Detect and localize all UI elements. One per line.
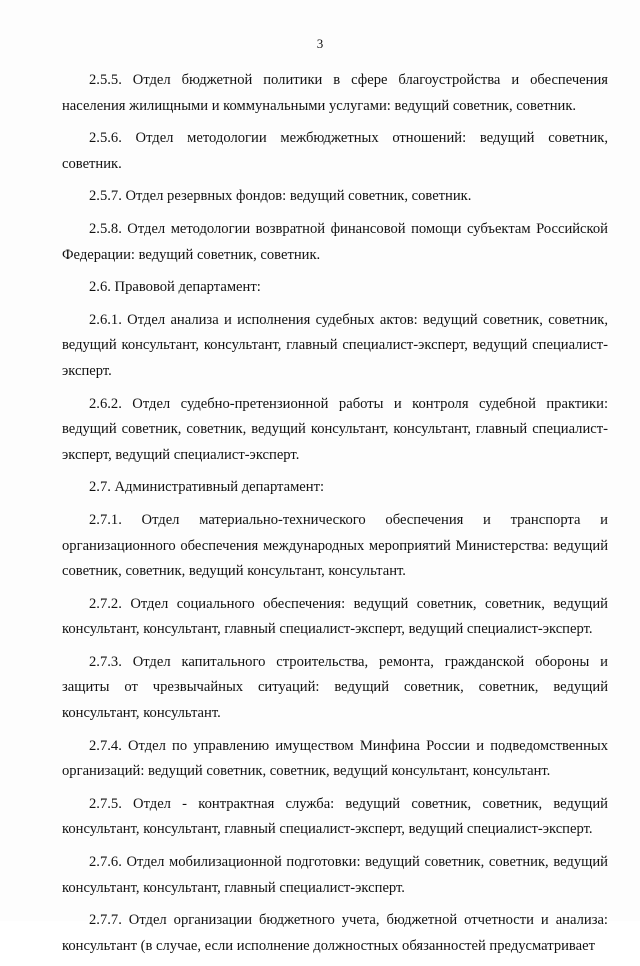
paragraph-2-5-6: 2.5.6. Отдел методологии межбюджетных отношений: ведущий советник, советник. <box>62 130 608 172</box>
paragraph-2-5-5: 2.5.5. Отдел бюджетной политики в сфере благоустройства и обеспечения населения жилищными и коммунальными услугами: ведущий советник, советник. <box>62 72 608 114</box>
document-body <box>62 68 608 966</box>
paragraph-2-7-2: 2.7.2. Отдел социального обеспечения: ведущий советник, советник, ведущий консультант, консультант, главный специалист-эксперт, ведущий специалист-эксперт. <box>62 595 608 638</box>
paragraph-2-5-8: 2.5.8. Отдел методологии возвратной финансовой помощи субъектам Российской Федерации: ведущий советник, советник. <box>62 220 608 263</box>
paragraph-2-7-1: 2.7.1. Отдел материально-технического обеспечения и транспорта и организационного обеспечения международных мероприятий Министерства: ведущий советник, советник, ведущий консультант, консультант. <box>62 511 608 580</box>
paragraph-2-7-4: 2.7.4. Отдел по управлению имуществом Минфина России и подведомственных организаций: ведущий советник, советник, ведущий консультант, консультант. <box>62 737 608 780</box>
paragraph-2-7: 2.7. Административный департамент: <box>89 479 325 496</box>
page-number: 3 <box>316 36 324 51</box>
paragraph-2-6-1: 2.6.1. Отдел анализа и исполнения судебных актов: ведущий советник, советник, ведущий консультант, консультант, главный специалист-эксперт, ведущий специалист-эксперт. <box>62 311 608 379</box>
paragraph-2-7-7: 2.7.7. Отдел организации бюджетного учета, бюджетной отчетности и анализа: консультант (в случае, если исполнение должностных обязанностей предусматривает <box>62 912 608 954</box>
paragraph-2-6: 2.6. Правовой департамент: <box>89 279 261 296</box>
paragraph-2-7-6: 2.7.6. Отдел мобилизационной подготовки: ведущий советник, советник, ведущий консультант, консультант, главный специалист-эксперт. <box>62 854 608 896</box>
paragraph-2-7-3: 2.7.3. Отдел капитального строительства, ремонта, гражданской обороны и защиты от чрезвычайных ситуаций: ведущий советник, советник, ведущий консультант, консультант. <box>62 653 608 722</box>
paragraph-2-6-2: 2.6.2. Отдел судебно-претензионной работы и контроля судебной практики: ведущий советник, советник, ведущий консультант, консультант, главный специалист-эксперт, ведущий специалист-эксперт. <box>62 395 608 463</box>
paragraph-2-5-7: 2.5.7. Отдел резервных фондов: ведущий советник, советник. <box>89 188 472 205</box>
paragraph-2-7-5: 2.7.5. Отдел - контрактная служба: ведущий советник, советник, ведущий консультант, консультант, главный специалист-эксперт, ведущий специалист-эксперт. <box>62 795 608 838</box>
